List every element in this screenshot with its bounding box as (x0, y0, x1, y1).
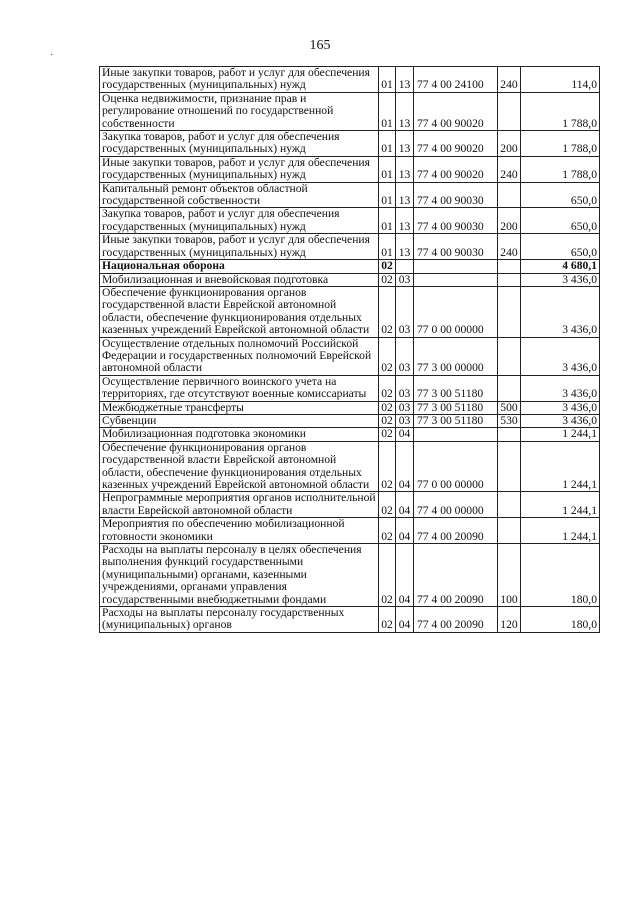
expense-type-cell (498, 260, 521, 273)
target-article-cell (414, 273, 498, 286)
section-code-cell: 02 (379, 337, 396, 375)
subsection-code-cell: 04 (396, 544, 414, 607)
expense-type-cell (498, 518, 521, 544)
expense-type-cell: 240 (498, 234, 521, 260)
expense-type-cell (498, 182, 521, 208)
amount-cell: 180,0 (521, 544, 600, 607)
section-code-cell: 01 (379, 131, 396, 157)
expense-name-cell: Мероприятия по обеспечению мобилизационной готовности экономики (100, 518, 379, 544)
table-row (100, 131, 600, 157)
section-code-cell: 02 (379, 286, 396, 337)
expense-type-cell: 120 (498, 607, 521, 633)
amount-cell: 650,0 (521, 234, 600, 260)
section-code-cell: 01 (379, 67, 396, 93)
section-code-cell: 02 (379, 544, 396, 607)
amount-cell: 1 244,1 (521, 428, 600, 441)
expense-type-cell (498, 441, 521, 492)
expense-type-cell (498, 337, 521, 375)
expense-name-cell: Межбюджетные трансферты (100, 401, 379, 414)
section-code-cell: 01 (379, 92, 396, 130)
subsection-code-cell: 04 (396, 428, 414, 441)
expense-name-cell: Обеспечение функционирования органов государственной власти Еврейской автономной области, обеспечение функционирования отдельных казенных учреждений Еврейской автономной области (100, 286, 379, 337)
table-row (100, 401, 600, 414)
expense-name-cell: Субвенции (100, 414, 379, 427)
table-row (100, 208, 600, 234)
subsection-code-cell: 04 (396, 441, 414, 492)
subsection-code-cell: 04 (396, 518, 414, 544)
expense-name-cell: Обеспечение функционирования органов государственной власти Еврейской автономной области, обеспечение функционирования отдельных казенных учреждений Еврейской автономной области (100, 441, 379, 492)
amount-cell: 650,0 (521, 182, 600, 208)
budget-table-body (100, 67, 600, 633)
amount-cell: 3 436,0 (521, 401, 600, 414)
subsection-code-cell: 03 (396, 273, 414, 286)
expense-name-cell: Иные закупки товаров, работ и услуг для обеспечения государственных (муниципальных) нужд (100, 67, 379, 93)
table-row (100, 337, 600, 375)
subsection-code-cell: 03 (396, 337, 414, 375)
subsection-code-cell: 03 (396, 375, 414, 401)
subsection-code-cell: 13 (396, 156, 414, 182)
table-row (100, 375, 600, 401)
expense-name-cell: Закупка товаров, работ и услуг для обеспечения государственных (муниципальных) нужд (100, 208, 379, 234)
section-code-cell: 01 (379, 156, 396, 182)
target-article-cell: 77 4 00 90020 (414, 156, 498, 182)
section-code-cell: 02 (379, 607, 396, 633)
expense-name-cell: Капитальный ремонт объектов областной государственной собственности (100, 182, 379, 208)
amount-cell: 1 788,0 (521, 156, 600, 182)
target-article-cell (414, 260, 498, 273)
target-article-cell (414, 428, 498, 441)
table-row (100, 273, 600, 286)
budget-table (99, 66, 600, 633)
expense-name-cell: Иные закупки товаров, работ и услуг для обеспечения государственных (муниципальных) нужд (100, 234, 379, 260)
subsection-code-cell: 13 (396, 182, 414, 208)
table-row (100, 607, 600, 633)
amount-cell: 180,0 (521, 607, 600, 633)
subsection-code-cell: 13 (396, 234, 414, 260)
subsection-code-cell: 03 (396, 401, 414, 414)
amount-cell: 3 436,0 (521, 337, 600, 375)
subsection-code-cell: 03 (396, 286, 414, 337)
expense-name-cell: Расходы на выплаты персоналу государственных (муниципальных) органов (100, 607, 379, 633)
subsection-code-cell: 13 (396, 67, 414, 93)
target-article-cell: 77 0 00 00000 (414, 441, 498, 492)
expense-type-cell: 200 (498, 208, 521, 234)
expense-type-cell (498, 428, 521, 441)
section-code-cell: 02 (379, 375, 396, 401)
expense-name-cell: Мобилизационная и вневойсковая подготовка (100, 273, 379, 286)
section-code-cell: 02 (379, 492, 396, 518)
subsection-code-cell: 04 (396, 492, 414, 518)
expense-type-cell: 530 (498, 414, 521, 427)
amount-cell: 1 244,1 (521, 441, 600, 492)
expense-name-cell: Мобилизационная подготовка экономики (100, 428, 379, 441)
target-article-cell: 77 4 00 90030 (414, 234, 498, 260)
expense-name-cell: Иные закупки товаров, работ и услуг для обеспечения государственных (муниципальных) нужд (100, 156, 379, 182)
expense-name-cell: Расходы на выплаты персоналу в целях обеспечения выполнения функций государственными (муниципальными) органами, казенными учреждениями, органами управления государственными внебюджетными фондами (100, 544, 379, 607)
page-number: 165 (309, 38, 331, 53)
amount-cell: 4 680,1 (521, 260, 600, 273)
target-article-cell: 77 3 00 00000 (414, 337, 498, 375)
expense-type-cell (498, 492, 521, 518)
subsection-code-cell (396, 260, 414, 273)
target-article-cell: 77 3 00 51180 (414, 414, 498, 427)
amount-cell: 1 788,0 (521, 92, 600, 130)
amount-cell: 3 436,0 (521, 375, 600, 401)
target-article-cell: 77 4 00 90020 (414, 131, 498, 157)
table-row (100, 92, 600, 130)
amount-cell: 3 436,0 (521, 273, 600, 286)
section-code-cell: 01 (379, 234, 396, 260)
expense-name-cell: Оценка недвижимости, признание прав и регулирование отношений по государственной собственности (100, 92, 379, 130)
subsection-code-cell: 13 (396, 92, 414, 130)
target-article-cell: 77 4 00 20090 (414, 607, 498, 633)
table-row (100, 544, 600, 607)
section-code-cell: 02 (379, 441, 396, 492)
subsection-code-cell: 13 (396, 208, 414, 234)
margin-mark: · (50, 50, 54, 61)
subsection-code-cell: 03 (396, 414, 414, 427)
expense-type-cell (498, 92, 521, 130)
table-row (100, 428, 600, 441)
expense-name-cell: Осуществление первичного воинского учета на территориях, где отсутствуют военные комиссариаты (100, 375, 379, 401)
table-row (100, 492, 600, 518)
target-article-cell: 77 4 00 90020 (414, 92, 498, 130)
subsection-code-cell: 13 (396, 131, 414, 157)
expense-type-cell (498, 273, 521, 286)
expense-type-cell: 200 (498, 131, 521, 157)
amount-cell: 3 436,0 (521, 414, 600, 427)
section-code-cell: 02 (379, 518, 396, 544)
amount-cell: 114,0 (521, 67, 600, 93)
amount-cell: 1 788,0 (521, 131, 600, 157)
section-code-cell: 02 (379, 414, 396, 427)
expense-type-cell: 100 (498, 544, 521, 607)
table-row (100, 156, 600, 182)
amount-cell: 1 244,1 (521, 492, 600, 518)
section-code-cell: 02 (379, 428, 396, 441)
table-row (100, 260, 600, 273)
expense-type-cell (498, 286, 521, 337)
expense-name-cell: Осуществление отдельных полномочий Российской Федерации и государственных полномочий Еврейской автономной области (100, 337, 379, 375)
table-row (100, 67, 600, 93)
target-article-cell: 77 3 00 51180 (414, 401, 498, 414)
expense-name-cell: Непрограммные мероприятия органов исполнительной власти Еврейской автономной области (100, 492, 379, 518)
table-row (100, 414, 600, 427)
section-code-cell: 02 (379, 260, 396, 273)
expense-name-cell: Закупка товаров, работ и услуг для обеспечения государственных (муниципальных) нужд (100, 131, 379, 157)
expense-type-cell: 240 (498, 67, 521, 93)
expense-type-cell: 240 (498, 156, 521, 182)
table-row (100, 182, 600, 208)
amount-cell: 1 244,1 (521, 518, 600, 544)
table-row (100, 234, 600, 260)
expense-name-cell: Национальная оборона (100, 260, 379, 273)
expense-type-cell: 500 (498, 401, 521, 414)
amount-cell: 3 436,0 (521, 286, 600, 337)
target-article-cell: 77 4 00 90030 (414, 182, 498, 208)
table-row (100, 518, 600, 544)
target-article-cell: 77 0 00 00000 (414, 286, 498, 337)
section-code-cell: 02 (379, 273, 396, 286)
expense-type-cell (498, 375, 521, 401)
table-row (100, 286, 600, 337)
target-article-cell: 77 4 00 00000 (414, 492, 498, 518)
target-article-cell: 77 3 00 51180 (414, 375, 498, 401)
section-code-cell: 02 (379, 401, 396, 414)
target-article-cell: 77 4 00 24100 (414, 67, 498, 93)
table-row (100, 441, 600, 492)
section-code-cell: 01 (379, 182, 396, 208)
section-code-cell: 01 (379, 208, 396, 234)
subsection-code-cell: 04 (396, 607, 414, 633)
target-article-cell: 77 4 00 20090 (414, 544, 498, 607)
target-article-cell: 77 4 00 20090 (414, 518, 498, 544)
amount-cell: 650,0 (521, 208, 600, 234)
target-article-cell: 77 4 00 90030 (414, 208, 498, 234)
